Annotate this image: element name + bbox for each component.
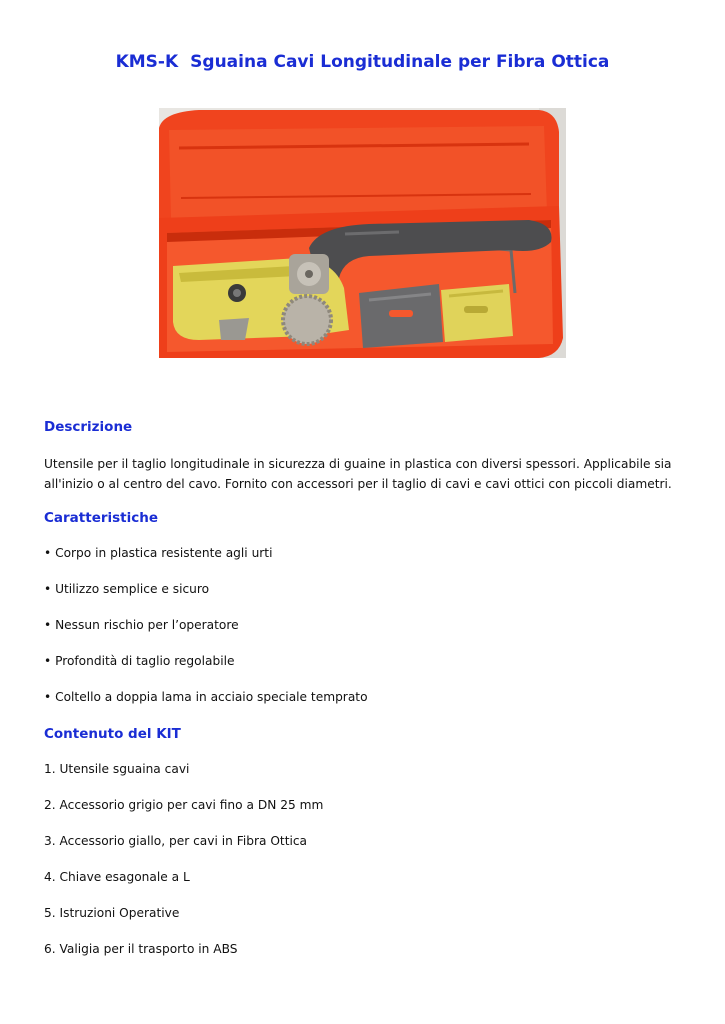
list-item: 6. Valigia per il trasporto in ABS — [44, 942, 238, 956]
list-item: 3. Accessorio giallo, per cavi in Fibra Ottica — [44, 834, 308, 848]
list-item: • Profondità di taglio regolabile — [44, 654, 235, 668]
list-item: 4. Chiave esagonale a L — [44, 870, 190, 884]
product-name: Sguaina Cavi Longitudinale per Fibra Ottica — [190, 52, 610, 72]
section-heading-caratteristiche: Caratteristiche — [44, 510, 159, 526]
list-item: • Coltello a doppia lama in acciaio speciale temprato — [44, 690, 368, 704]
product-code: KMS-K — [115, 52, 179, 72]
list-item: • Nessun rischio per l’operatore — [44, 618, 239, 632]
section-heading-descrizione: Descrizione — [44, 419, 133, 435]
list-item: 5. Istruzioni Operative — [44, 906, 180, 920]
page-title — [0, 52, 725, 72]
product-photo — [159, 108, 566, 358]
list-item: • Corpo in plastica resistente agli urti — [44, 546, 273, 560]
description-text: Utensile per il taglio longitudinale in sicurezza di guaine in plastica con diversi spessori. Applicabile sia all'inizio o al centro del cavo. Fornito con accessori per il taglio di cavi e cavi ottici con piccoli diametri. — [44, 457, 672, 491]
section-heading-kit: Contenuto del KIT — [44, 726, 181, 742]
list-item: 1. Utensile sguaina cavi — [44, 762, 190, 776]
list-item: 2. Accessorio grigio per cavi fino a DN 25 mm — [44, 798, 324, 812]
list-item: • Utilizzo semplice e sicuro — [44, 582, 210, 596]
